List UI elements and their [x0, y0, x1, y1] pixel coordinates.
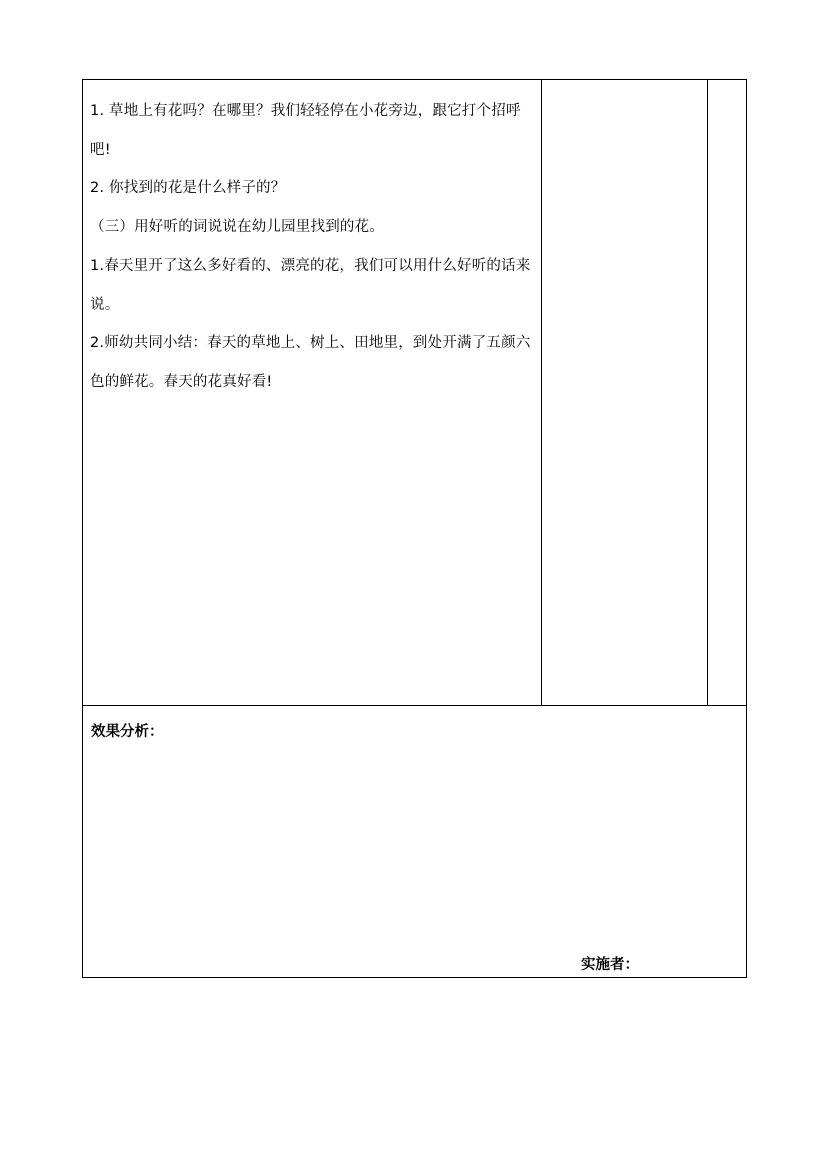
activity-row	[83, 80, 746, 706]
step-describe-flowers: 2. 你找到的花是什么样子的？	[90, 180, 286, 197]
section-three-heading: （三）用好听的词说说在幼儿园里找到的花。	[90, 219, 384, 236]
lesson-plan-table	[82, 79, 747, 978]
step-greet-flowers: 1. 草地上有花吗？在哪里？我们轻轻停在小花旁边，跟它打个招呼吧!	[90, 103, 521, 158]
notes-cell	[542, 80, 708, 705]
analysis-row	[83, 706, 746, 977]
step-summary: 2.师幼共同小结：春天的草地上、树上、田地里，到处开满了五颜六色的鲜花。春天的花真好看!	[90, 335, 531, 390]
activity-process-cell	[83, 80, 542, 705]
analysis-label: 效果分析：	[91, 724, 164, 740]
step-nice-words: 1.春天里开了这么多好看的、漂亮的花，我们可以用什么好听的话来说。	[90, 257, 531, 313]
implementer-label: 实施者：	[581, 957, 639, 973]
remarks-cell	[708, 80, 746, 705]
